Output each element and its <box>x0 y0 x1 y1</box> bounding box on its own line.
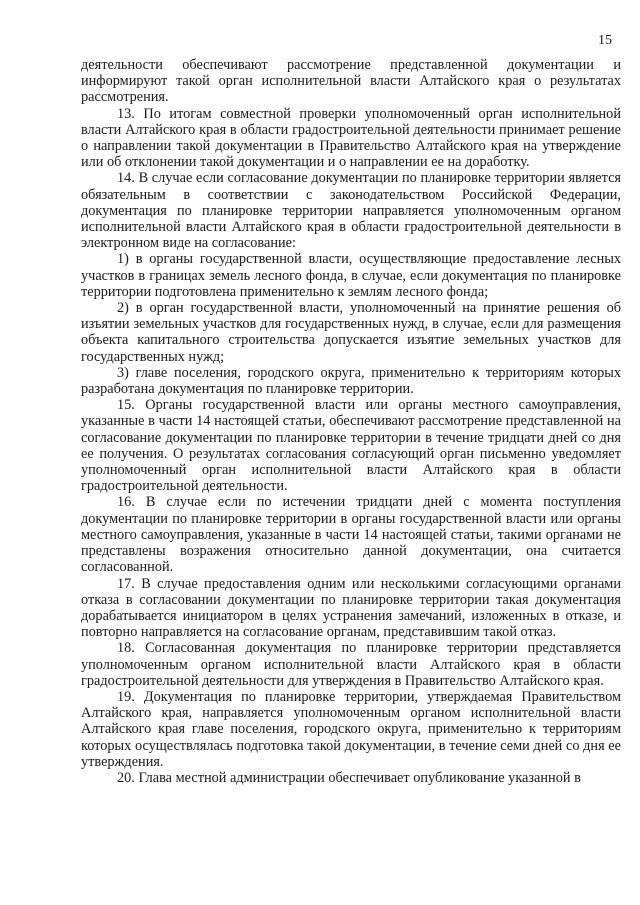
paragraph-14-item-2: 2) в орган государственной власти, уполномоченный на принятие решения об изъятии земельных участков для государственных нужд, в случае, если для размещения объекта капитального строительства допускается изъятие земельных участков для государственных нужд; <box>81 300 621 365</box>
paragraph-19: 19. Документация по планировке территории, утверждаемая Правительством Алтайского края, направляется уполномоченным органом исполнительной власти Алтайского края главе поселения, городского округа, применительно к территориям которых осуществлялась подготовка такой документации, в течение семи дней со дня ее утверждения. <box>81 688 621 770</box>
document-body <box>81 57 621 786</box>
paragraph-18: 18. Согласованная документация по планировке территории представляется уполномоченным органом исполнительной власти Алтайского края в области градостроительной деятельности для утверждения в Правительство Алтайского края. <box>81 640 621 689</box>
paragraph-20: 20. Глава местной администрации обеспечивает опубликование указанной в <box>117 769 581 786</box>
paragraph-14-item-3: 3) главе поселения, городского округа, применительно к территориям которых разработана документация по планировке территории. <box>81 364 621 398</box>
page-number: 15 <box>598 33 612 48</box>
paragraph-14: 14. В случае если согласование документации по планировке территории является обязательным в соответствии с законодательством Российской Федерации, документация по планировке территории направляется уполномоченным органом исполнительной власти Алтайского края в области градостроительной деятельности в электронном виде на согласование: <box>81 170 621 252</box>
paragraph-continuation: деятельности обеспечивают рассмотрение представленной документации и информируют такой орган исполнительной власти Алтайского края о результатах рассмотрения. <box>81 57 621 106</box>
paragraph-15: 15. Органы государственной власти или органы местного самоуправления, указанные в части 14 настоящей статьи, обеспечивают рассмотрение представленной на согласование документации по планировке территории в течение тридцати дней со дня ее получения. О результатах согласования согласующий орган письменно уведомляет уполномоченный орган исполнительной власти Алтайского края в области градостроительной деятельности. <box>81 397 621 495</box>
paragraph-13: 13. По итогам совместной проверки уполномоченный орган исполнительной власти Алтайского края в области градостроительной деятельности принимает решение о направлении такой документации в Правительство Алтайского края на утверждение или об отклонении такой документации и о направлении ее на доработку. <box>81 105 621 171</box>
paragraph-16: 16. В случае если по истечении тридцати дней с момента поступления документации по планировке территории в органы государственной власти или органы местного самоуправления, указанные в части 14 настоящей статьи, такими органами не представлены возражения относительно данной документации, она считается согласованной. <box>81 494 621 576</box>
paragraph-14-item-1: 1) в органы государственной власти, осуществляющие предоставление лесных участков в границах земель лесного фонда, в случае, если документация по планировке территории подготовлена применительно к землям лесного фонда; <box>81 251 621 300</box>
paragraph-17: 17. В случае предоставления одним или несколькими согласующими органами отказа в согласовании документации по планировке территории такая документация дорабатывается инициатором в целях устранения замечаний, изложенных в отказе, и повторно направляется на согласование органам, представившим такой отказ. <box>81 575 621 641</box>
